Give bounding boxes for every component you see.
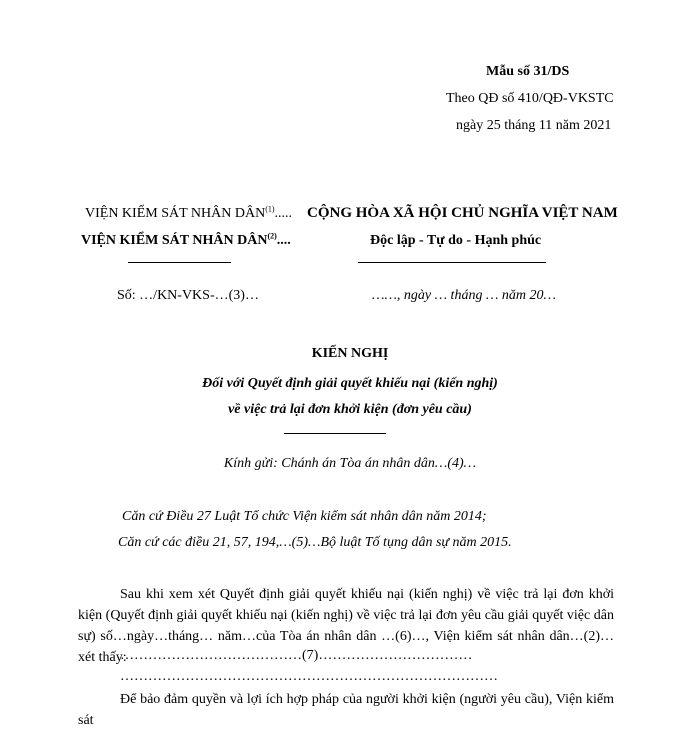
document-title: KIẾN NGHỊ — [311, 346, 389, 361]
body-paragraph-2: Để bảo đảm quyền và lợi ích hợp pháp của người khởi kiện (người yêu cầu), Viện kiểm sát — [78, 692, 614, 728]
dotted-line-2: ……………………………………………………………………… — [120, 669, 498, 684]
left-header-underline — [128, 262, 231, 263]
title-underline — [284, 433, 386, 434]
prosecutor-office-line1 — [85, 206, 292, 222]
legal-basis-2: Căn cứ các điều 21, 57, 194,…(5)…Bộ luật Tố tụng dân sự năm 2015. — [118, 535, 512, 550]
document-subtitle-line1: Đối với Quyết định giải quyết khiếu nại (kiến nghị) — [202, 376, 498, 391]
prosecutor-office-line1-dots: ..... — [274, 206, 293, 221]
footnote-marker-2: (2) — [267, 231, 277, 241]
legal-basis-1: Căn cứ Điều 27 Luật Tổ chức Viện kiểm sát nhân dân năm 2014; — [122, 509, 487, 524]
prosecutor-office-line1-text: VIỆN KIỂM SÁT NHÂN DÂN — [85, 206, 266, 221]
footnote-marker-1: (1) — [265, 204, 275, 214]
recipient-line: Kính gửi: Chánh án Tòa án nhân dân…(4)… — [223, 456, 477, 471]
document-number: Số: …/KN-VKS-…(3)… — [117, 288, 259, 303]
right-header-underline — [358, 262, 546, 263]
form-number: Mẫu số 31/DS — [486, 64, 570, 79]
body-paragraph-1: Sau khi xem xét Quyết định giải quyết khiếu nại (kiến nghị) về việc trả lại đơn khởi kiện (Quyết định giải quyết khiếu nại (kiến nghị) về việc trả lại đơn yêu cầu giải quyết việc dân sự) số…ngày…tháng… năm…của Tòa án nhân dân …(6)…, Viện kiểm sát nhân dân…(2)… xét thấy: — [78, 587, 614, 665]
national-motto: Độc lập - Tự do - Hạnh phúc — [370, 233, 542, 248]
prosecutor-office-line2-text: VIỆN KIỂM SÁT NHÂN DÂN — [81, 233, 268, 248]
dotted-line-1: …………………………………(7)…………………………… — [120, 648, 473, 663]
country-name: CỘNG HÒA XÃ HỘI CHỦ NGHĨA VIỆT NAM — [307, 205, 618, 221]
document-subtitle-line2: về việc trả lại đơn khởi kiện (đơn yêu cầu) — [228, 402, 472, 417]
prosecutor-office-line2-dots: .... — [276, 233, 291, 248]
place-date: ……, ngày … tháng … năm 20… — [372, 288, 556, 303]
prosecutor-office-line2 — [81, 233, 291, 249]
form-decision: Theo QĐ số 410/QĐ-VKSTC — [446, 91, 614, 106]
form-date: ngày 25 tháng 11 năm 2021 — [456, 118, 612, 133]
